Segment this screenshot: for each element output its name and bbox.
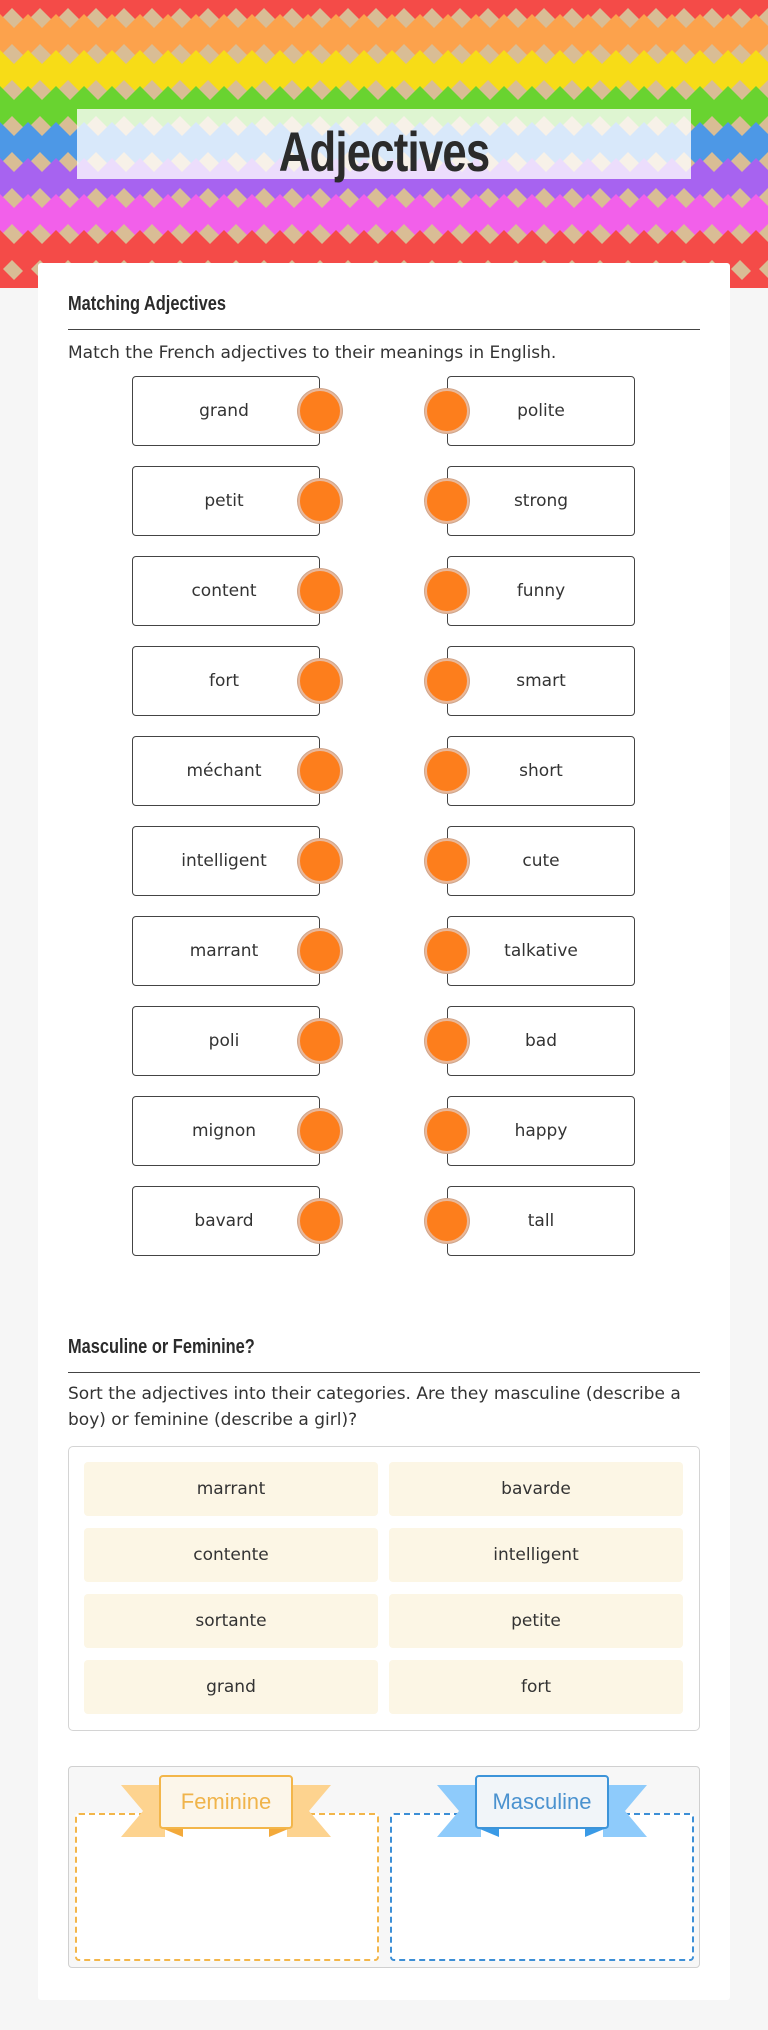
word-chip-label: contente — [193, 1545, 269, 1565]
match-item-label: content — [191, 581, 257, 601]
match-item-label: talkative — [504, 941, 578, 961]
section-divider — [68, 1372, 700, 1373]
word-chip-label: sortante — [195, 1611, 267, 1631]
match-item-label: fort — [208, 671, 240, 691]
header-banner — [0, 0, 768, 288]
word-chip-label: fort — [520, 1677, 552, 1697]
match-connector-left[interactable] — [298, 1019, 342, 1063]
match-item-label: marrant — [189, 941, 259, 961]
match-connector-right[interactable] — [425, 569, 469, 613]
match-item-french[interactable] — [132, 646, 320, 716]
match-connector-left[interactable] — [298, 479, 342, 523]
word-chip-label: intelligent — [493, 1545, 579, 1565]
match-item-label: strong — [513, 491, 569, 511]
match-item-french[interactable] — [132, 1006, 320, 1076]
match-item-english[interactable] — [447, 1096, 635, 1166]
match-item-label: intelligent — [181, 851, 267, 871]
word-chip[interactable] — [389, 1660, 683, 1714]
match-item-label: poli — [208, 1031, 240, 1051]
match-item-french[interactable] — [132, 736, 320, 806]
match-item-english[interactable] — [447, 1186, 635, 1256]
masculine-ribbon — [437, 1775, 647, 1841]
match-connector-left[interactable] — [298, 659, 342, 703]
sorting-section-title: Masculine or Feminine? — [68, 1336, 255, 1358]
feminine-label: Feminine — [159, 1775, 293, 1829]
section-divider — [68, 329, 700, 330]
worksheet-card — [38, 263, 730, 2000]
matching-section-title: Matching Adjectives — [68, 293, 226, 315]
match-item-french[interactable] — [132, 556, 320, 626]
masculine-label: Masculine — [475, 1775, 609, 1829]
match-item-english[interactable] — [447, 556, 635, 626]
match-item-english[interactable] — [447, 376, 635, 446]
match-connector-right[interactable] — [425, 389, 469, 433]
match-item-label: mignon — [191, 1121, 257, 1141]
match-item-english[interactable] — [447, 916, 635, 986]
match-item-french[interactable] — [132, 1096, 320, 1166]
match-connector-right[interactable] — [425, 659, 469, 703]
match-connector-right[interactable] — [425, 749, 469, 793]
match-connector-right[interactable] — [425, 929, 469, 973]
match-connector-right[interactable] — [425, 839, 469, 883]
match-item-label: happy — [514, 1121, 568, 1141]
feminine-ribbon — [121, 1775, 331, 1841]
match-connector-left[interactable] — [298, 569, 342, 613]
match-item-label: smart — [516, 671, 566, 691]
match-item-label: tall — [527, 1211, 555, 1231]
match-item-label: bavard — [194, 1211, 254, 1231]
word-chip-label: grand — [206, 1677, 256, 1697]
match-item-label: short — [519, 761, 563, 781]
word-chip-label: bavarde — [501, 1479, 571, 1499]
match-connector-left[interactable] — [298, 1199, 342, 1243]
word-chip[interactable] — [84, 1660, 378, 1714]
match-item-label: grand — [199, 401, 249, 421]
match-item-french[interactable] — [132, 466, 320, 536]
match-item-english[interactable] — [447, 646, 635, 716]
word-bank — [68, 1446, 700, 1731]
match-item-english[interactable] — [447, 826, 635, 896]
page-title: Adjectives — [278, 119, 490, 183]
word-chip[interactable] — [84, 1528, 378, 1582]
match-item-label: polite — [517, 401, 565, 421]
match-item-label: funny — [516, 581, 566, 601]
match-item-label: bad — [525, 1031, 557, 1051]
match-item-french[interactable] — [132, 826, 320, 896]
word-chip[interactable] — [389, 1528, 683, 1582]
match-connector-right[interactable] — [425, 1109, 469, 1153]
match-connector-left[interactable] — [298, 389, 342, 433]
word-chip-label: marrant — [196, 1479, 266, 1499]
match-connector-right[interactable] — [425, 479, 469, 523]
word-chip[interactable] — [84, 1462, 378, 1516]
match-item-label: petit — [204, 491, 244, 511]
matching-instructions: Match the French adjectives to their meanings in English. — [68, 343, 557, 363]
word-chip[interactable] — [389, 1462, 683, 1516]
category-panel — [68, 1766, 700, 1968]
match-connector-left[interactable] — [298, 749, 342, 793]
match-item-french[interactable] — [132, 376, 320, 446]
match-connector-right[interactable] — [425, 1019, 469, 1063]
match-connector-left[interactable] — [298, 839, 342, 883]
match-item-english[interactable] — [447, 466, 635, 536]
sorting-instructions: Sort the adjectives into their categories. Are they masculine (describe a boy) or feminine (describe a girl)? — [68, 1384, 681, 1430]
match-item-label: méchant — [186, 761, 262, 781]
match-connector-right[interactable] — [425, 1199, 469, 1243]
match-item-french[interactable] — [132, 1186, 320, 1256]
title-box — [77, 109, 691, 183]
match-item-french[interactable] — [132, 916, 320, 986]
match-item-english[interactable] — [447, 736, 635, 806]
word-chip-label: petite — [511, 1611, 561, 1631]
word-chip[interactable] — [389, 1594, 683, 1648]
word-chip[interactable] — [84, 1594, 378, 1648]
match-item-label: cute — [522, 851, 560, 871]
match-connector-left[interactable] — [298, 1109, 342, 1153]
match-item-english[interactable] — [447, 1006, 635, 1076]
match-connector-left[interactable] — [298, 929, 342, 973]
